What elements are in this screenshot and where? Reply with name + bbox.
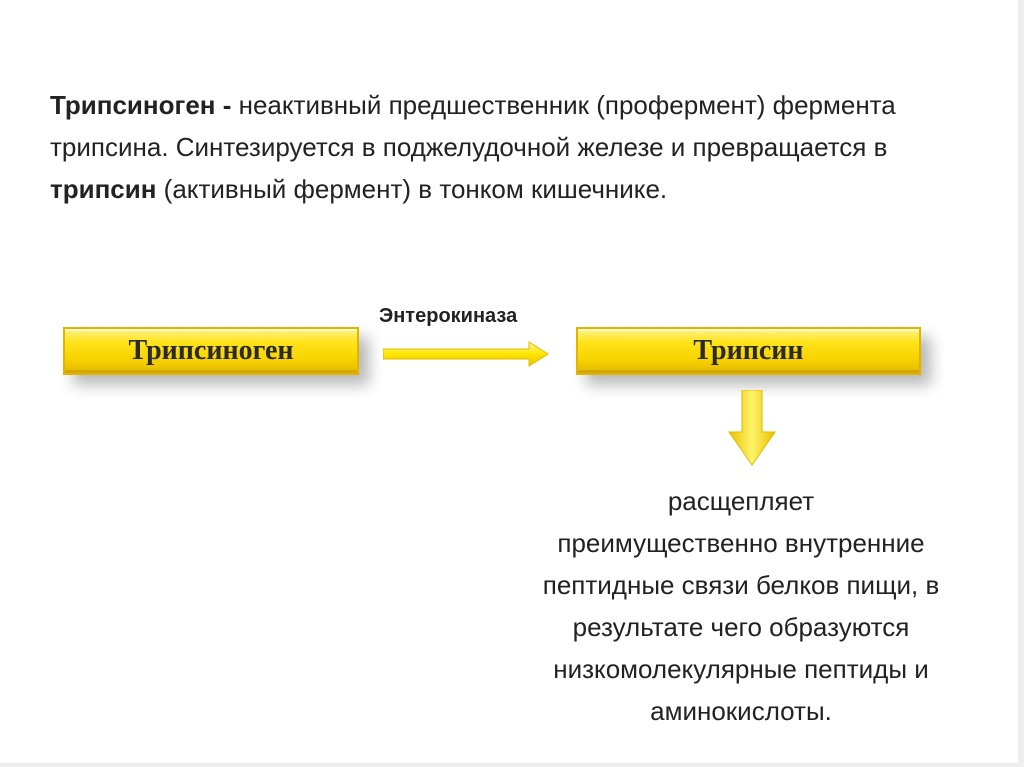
result-line: расщепляет bbox=[667, 486, 815, 516]
result-line: низкомолекулярные пептиды и bbox=[553, 654, 929, 684]
intro-text-part2: (активный фермент) в тонком кишечнике. bbox=[156, 174, 668, 204]
trypsin-label: Трипсин bbox=[693, 335, 804, 366]
result-line: результате чего образуются bbox=[572, 612, 910, 642]
result-line: пептидные связи белков пищи, в bbox=[542, 570, 940, 600]
trypsinogen-label: Трипсиноген bbox=[128, 335, 294, 366]
result-line: аминокислоты. bbox=[650, 696, 832, 726]
intro-paragraph bbox=[50, 84, 980, 210]
result-line: преимущественно внутренние bbox=[557, 528, 925, 558]
intro-active-term: трипсин bbox=[50, 174, 157, 204]
intro-text-part1: неактивный предшественник (профермент) фермента трипсина. Синтезируется в поджелудочной железе и превращается в bbox=[50, 90, 896, 162]
down-arrow-icon bbox=[727, 390, 777, 466]
trypsin-box bbox=[576, 327, 921, 375]
enterokinase-label: Энтерокиназа bbox=[379, 305, 518, 327]
activation-arrow-icon bbox=[383, 340, 549, 368]
trypsin-function-text bbox=[492, 480, 990, 732]
intro-term: Трипсиноген - bbox=[50, 90, 232, 120]
trypsinogen-box bbox=[63, 327, 359, 375]
